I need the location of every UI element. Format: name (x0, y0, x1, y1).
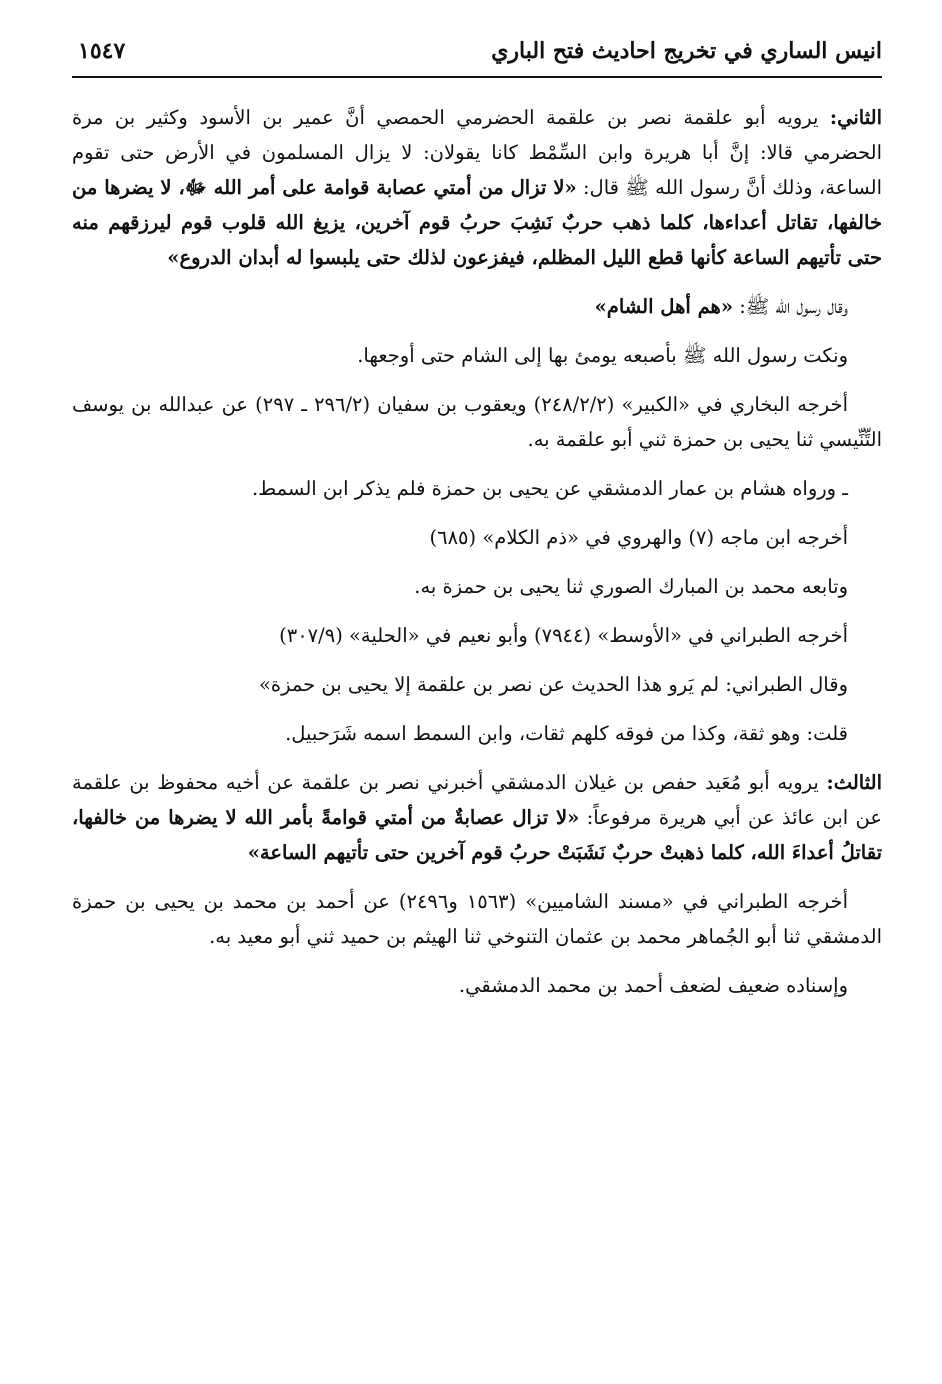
paragraph-text: أخرجه ابن ماجه (٧) والهروي في «ذم الكلام» (٦٨٥) (429, 526, 848, 549)
paragraph-text: يرويه أبو علقمة نصر بن علقمة الحضرمي الحمصي أنَّ عمير بن الأسود وكثير بن مرة الحضرمي قالا: إنَّ أبا هريرة وابن السِّمْط كانا يقولان: لا يزال المسلمون في الأرض حتى تقوم الساعة، وذلك أنَّ رسول الله ﷺ قال: (72, 106, 883, 199)
paragraph-text: وإسناده ضعيف لضعف أحمد بن محمد الدمشقي. (458, 974, 848, 997)
running-title: انيس الساري في تخريج احاديث فتح الباري (491, 38, 882, 64)
hadith-quote: «هم أهل الشام» (594, 295, 734, 318)
paragraph-text: وتابعه محمد بن المبارك الصوري ثنا يحيى بن حمزة به. (414, 575, 848, 598)
paragraph-text: وقال الطبراني: لم يَرو هذا الحديث عن نصر بن علقمة إلا يحيى بن حمزة» (258, 673, 848, 696)
section-label: الثاني: (829, 106, 882, 129)
page-number: ١٥٤٧ (78, 38, 126, 64)
paragraph-second-narration (72, 100, 882, 275)
paragraph (72, 716, 882, 751)
paragraph (72, 569, 882, 604)
paragraph (72, 520, 882, 555)
paragraph (72, 618, 882, 653)
section-label: الثالث: (826, 771, 882, 794)
paragraph (72, 387, 882, 457)
paragraph (72, 667, 882, 702)
page (72, 36, 882, 1017)
paragraph-text: أخرجه الطبراني في «مسند الشاميين» (١٥٦٣ و٢٤٩٦) عن أحمد بن محمد بن يحيى بن حمزة الدمشقي ثنا أبو الجُماهر محمد بن عثمان التنوخي ثنا الهيثم بن حميد ثني أبو معيد به. (72, 890, 882, 948)
paragraph (72, 338, 882, 373)
page-header (72, 36, 882, 78)
page-body (72, 100, 882, 1003)
paragraph (72, 289, 882, 324)
paragraph-text: أخرجه البخاري في «الكبير» (٢٤٨/٢/٢) ويعقوب بن سفيان (٢٩٦/٢ ـ ٢٩٧) عن عبدالله بن يوسف التِّنِّيسي ثنا يحيى بن حمزة ثني أبو علقمة به. (72, 393, 882, 451)
paragraph-text: قلت: وهو ثقة، وكذا من فوقه كلهم ثقات، وابن السمط اسمه شَرَحبيل. (285, 722, 848, 745)
paragraph (72, 884, 882, 954)
paragraph (72, 471, 882, 506)
hadith-quote: «لا تزال من أمتي عصابة قوامة على أمر الله ﷻ، لا يضرها من خالفها، تقاتل أعداءها، كلما ذهب حربٌ نَشِبَ حربُ قوم آخرين، يزيغ الله قلوب قوم ليرزقهم منه حتى تأتيهم الساعة كأنها قطع الليل المظلم، فيفزعون لذلك حتى يلبسوا له أبدان الدروع» (72, 176, 882, 269)
paragraph (72, 968, 882, 1003)
hadith-quote: «لا تزال عصابةٌ من أمتي قوامةً بأمر الله لا يضرها من خالفها، تقاتلُ أعداءَ الله، كلما ذهبتْ حربٌ نَشَبَتْ حربُ قوم آخرين حتى تأتيهم الساعة» (72, 806, 882, 864)
paragraph-text: ـ ورواه هشام بن عمار الدمشقي عن يحيى بن حمزة فلم يذكر ابن السمط. (251, 477, 848, 500)
paragraph-text: يرويه أبو مُعَيد حفص بن غيلان الدمشقي أخبرني نصر بن علقمة عن أخيه محفوظ بن علقمة عن ابن عائذ عن أبي هريرة مرفوعاً: (72, 771, 882, 829)
paragraph-third-narration (72, 765, 882, 870)
paragraph-text: أخرجه الطبراني في «الأوسط» (٧٩٤٤) وأبو نعيم في «الحلية» (٣٠٧/٩) (279, 624, 848, 647)
paragraph-text: وقال رسول الله ﷺ: (733, 295, 848, 318)
paragraph-text: ونكت رسول الله ﷺ بأصبعه يومئ بها إلى الشام حتى أوجعها. (357, 344, 848, 367)
